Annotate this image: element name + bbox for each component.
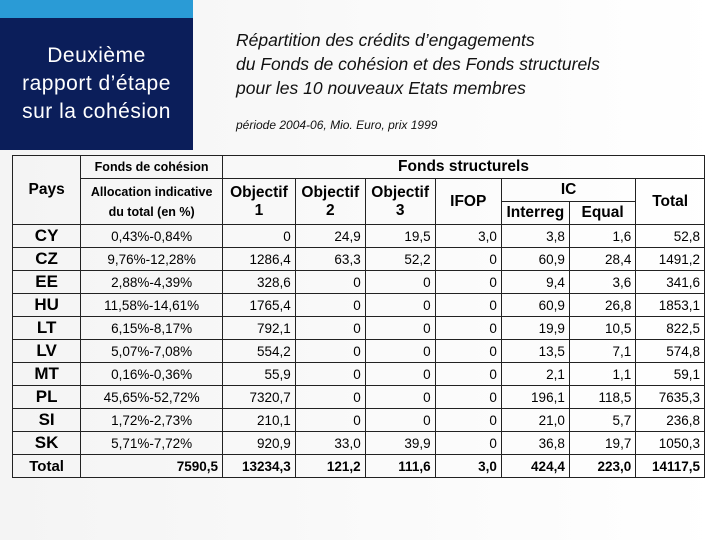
cell-total: 1050,3 xyxy=(636,432,705,455)
cell-obj3: 52,2 xyxy=(365,248,435,271)
table-row xyxy=(13,386,705,409)
header-objectif-1-label: Objectif xyxy=(230,183,288,201)
cell-alloc: 6,15%-8,17% xyxy=(81,317,223,340)
total-ifop: 3,0 xyxy=(435,455,501,478)
cell-pays: SK xyxy=(13,432,81,455)
total-obj3: 111,6 xyxy=(365,455,435,478)
cell-obj2: 0 xyxy=(295,317,365,340)
cell-obj1: 554,2 xyxy=(223,340,296,363)
cell-obj1: 0 xyxy=(223,225,296,248)
table-body xyxy=(13,225,705,455)
report-title: Deuxième rapport d’étape sur la cohésion xyxy=(22,44,171,123)
cell-equal: 26,8 xyxy=(569,294,635,317)
table-row xyxy=(13,363,705,386)
total-row xyxy=(13,455,705,478)
header-fonds-structurels: Fonds structurels xyxy=(223,156,705,179)
cell-obj3: 0 xyxy=(365,409,435,432)
header-allocation xyxy=(81,179,223,225)
cell-obj2: 0 xyxy=(295,340,365,363)
cell-interreg: 3,8 xyxy=(501,225,569,248)
cell-ifop: 3,0 xyxy=(435,225,501,248)
header-total: Total xyxy=(636,179,705,225)
cell-total: 341,6 xyxy=(636,271,705,294)
cell-ifop: 0 xyxy=(435,317,501,340)
cell-obj3: 0 xyxy=(365,363,435,386)
cell-obj2: 33,0 xyxy=(295,432,365,455)
cell-total: 59,1 xyxy=(636,363,705,386)
header-equal: Equal xyxy=(569,202,635,225)
cell-interreg: 60,9 xyxy=(501,294,569,317)
header-objectif-2-number: 2 xyxy=(325,201,335,219)
cell-total: 7635,3 xyxy=(636,386,705,409)
cell-pays: CY xyxy=(13,225,81,248)
cell-obj2: 24,9 xyxy=(295,225,365,248)
cell-equal: 28,4 xyxy=(569,248,635,271)
cell-obj1: 210,1 xyxy=(223,409,296,432)
cell-obj2: 0 xyxy=(295,386,365,409)
cell-obj3: 19,5 xyxy=(365,225,435,248)
header-objectif-1 xyxy=(223,179,296,225)
cell-obj2: 0 xyxy=(295,271,365,294)
total-obj1: 13234,3 xyxy=(223,455,296,478)
cell-alloc: 1,72%-2,73% xyxy=(81,409,223,432)
cell-interreg: 9,4 xyxy=(501,271,569,294)
cell-alloc: 11,58%-14,61% xyxy=(81,294,223,317)
cell-total: 1853,1 xyxy=(636,294,705,317)
cell-ifop: 0 xyxy=(435,248,501,271)
header-interreg: Interreg xyxy=(501,202,569,225)
total-alloc: 7590,5 xyxy=(81,455,223,478)
total-total: 14117,5 xyxy=(636,455,705,478)
cell-pays: PL xyxy=(13,386,81,409)
cell-interreg: 2,1 xyxy=(501,363,569,386)
cell-obj3: 0 xyxy=(365,340,435,363)
header-ifop: IFOP xyxy=(435,179,501,225)
cell-equal: 19,7 xyxy=(569,432,635,455)
cell-obj1: 920,9 xyxy=(223,432,296,455)
cell-pays: MT xyxy=(13,363,81,386)
table-row xyxy=(13,294,705,317)
cell-alloc: 0,16%-0,36% xyxy=(81,363,223,386)
cell-equal: 1,1 xyxy=(569,363,635,386)
header-objectif-3-number: 3 xyxy=(395,201,405,219)
cell-equal: 10,5 xyxy=(569,317,635,340)
header-objectif-3 xyxy=(365,179,435,225)
table-footer xyxy=(13,455,705,478)
table-header xyxy=(13,156,705,225)
cell-ifop: 0 xyxy=(435,340,501,363)
slide-title: Répartition des crédits d’engagements du Fonds de cohésion et des Fonds structurels pour les 10 nouveaux Etats membres xyxy=(236,30,600,98)
cell-alloc: 5,71%-7,72% xyxy=(81,432,223,455)
header-allocation-line1: Allocation indicative xyxy=(90,184,213,199)
cell-alloc: 45,65%-52,72% xyxy=(81,386,223,409)
cell-total: 574,8 xyxy=(636,340,705,363)
title-panel-band xyxy=(0,0,193,18)
cell-interreg: 19,9 xyxy=(501,317,569,340)
cell-equal: 1,6 xyxy=(569,225,635,248)
cell-obj3: 0 xyxy=(365,271,435,294)
title-box xyxy=(0,18,193,150)
cell-pays: HU xyxy=(13,294,81,317)
cell-equal: 3,6 xyxy=(569,271,635,294)
cell-equal: 5,7 xyxy=(569,409,635,432)
cell-pays: SI xyxy=(13,409,81,432)
header-allocation-line2: du total (en %) xyxy=(108,204,195,219)
cell-obj3: 39,9 xyxy=(365,432,435,455)
cell-obj3: 0 xyxy=(365,386,435,409)
header-ic: IC xyxy=(501,179,635,202)
table-row xyxy=(13,271,705,294)
cell-ifop: 0 xyxy=(435,363,501,386)
cell-ifop: 0 xyxy=(435,294,501,317)
slide-subtitle: période 2004-06, Mio. Euro, prix 1999 xyxy=(236,118,438,132)
cell-obj1: 1765,4 xyxy=(223,294,296,317)
cell-obj2: 0 xyxy=(295,294,365,317)
allocation-table xyxy=(12,155,705,478)
cell-alloc: 2,88%-4,39% xyxy=(81,271,223,294)
title-panel xyxy=(0,0,193,150)
cell-pays: LV xyxy=(13,340,81,363)
total-obj2: 121,2 xyxy=(295,455,365,478)
cell-obj2: 0 xyxy=(295,409,365,432)
table-row xyxy=(13,225,705,248)
cell-pays: LT xyxy=(13,317,81,340)
table-row xyxy=(13,432,705,455)
cell-obj3: 0 xyxy=(365,294,435,317)
total-interreg: 424,4 xyxy=(501,455,569,478)
cell-alloc: 5,07%-7,08% xyxy=(81,340,223,363)
cell-ifop: 0 xyxy=(435,271,501,294)
header-objectif-1-number: 1 xyxy=(254,201,264,219)
cell-obj1: 1286,4 xyxy=(223,248,296,271)
cell-interreg: 60,9 xyxy=(501,248,569,271)
cell-obj1: 328,6 xyxy=(223,271,296,294)
cell-alloc: 0,43%-0,84% xyxy=(81,225,223,248)
table-row xyxy=(13,409,705,432)
cell-ifop: 0 xyxy=(435,409,501,432)
cell-obj1: 55,9 xyxy=(223,363,296,386)
cell-obj1: 792,1 xyxy=(223,317,296,340)
table-row xyxy=(13,248,705,271)
cell-obj1: 7320,7 xyxy=(223,386,296,409)
cell-total: 1491,2 xyxy=(636,248,705,271)
cell-total: 236,8 xyxy=(636,409,705,432)
header-objectif-2-label: Objectif xyxy=(301,183,360,201)
cell-obj2: 0 xyxy=(295,363,365,386)
header-fonds-cohesion: Fonds de cohésion xyxy=(81,156,223,179)
table-row xyxy=(13,340,705,363)
cell-obj3: 0 xyxy=(365,317,435,340)
cell-pays: EE xyxy=(13,271,81,294)
header-pays: Pays xyxy=(13,156,81,225)
total-equal: 223,0 xyxy=(569,455,635,478)
cell-interreg: 13,5 xyxy=(501,340,569,363)
cell-equal: 118,5 xyxy=(569,386,635,409)
cell-ifop: 0 xyxy=(435,432,501,455)
cell-equal: 7,1 xyxy=(569,340,635,363)
cell-total: 822,5 xyxy=(636,317,705,340)
table-row xyxy=(13,317,705,340)
header-objectif-2 xyxy=(295,179,365,225)
total-label: Total xyxy=(13,455,81,478)
cell-interreg: 36,8 xyxy=(501,432,569,455)
cell-interreg: 196,1 xyxy=(501,386,569,409)
header-objectif-3-label: Objectif xyxy=(371,183,429,201)
cell-ifop: 0 xyxy=(435,386,501,409)
cell-pays: CZ xyxy=(13,248,81,271)
cell-obj2: 63,3 xyxy=(295,248,365,271)
cell-total: 52,8 xyxy=(636,225,705,248)
cell-alloc: 9,76%-12,28% xyxy=(81,248,223,271)
cell-interreg: 21,0 xyxy=(501,409,569,432)
